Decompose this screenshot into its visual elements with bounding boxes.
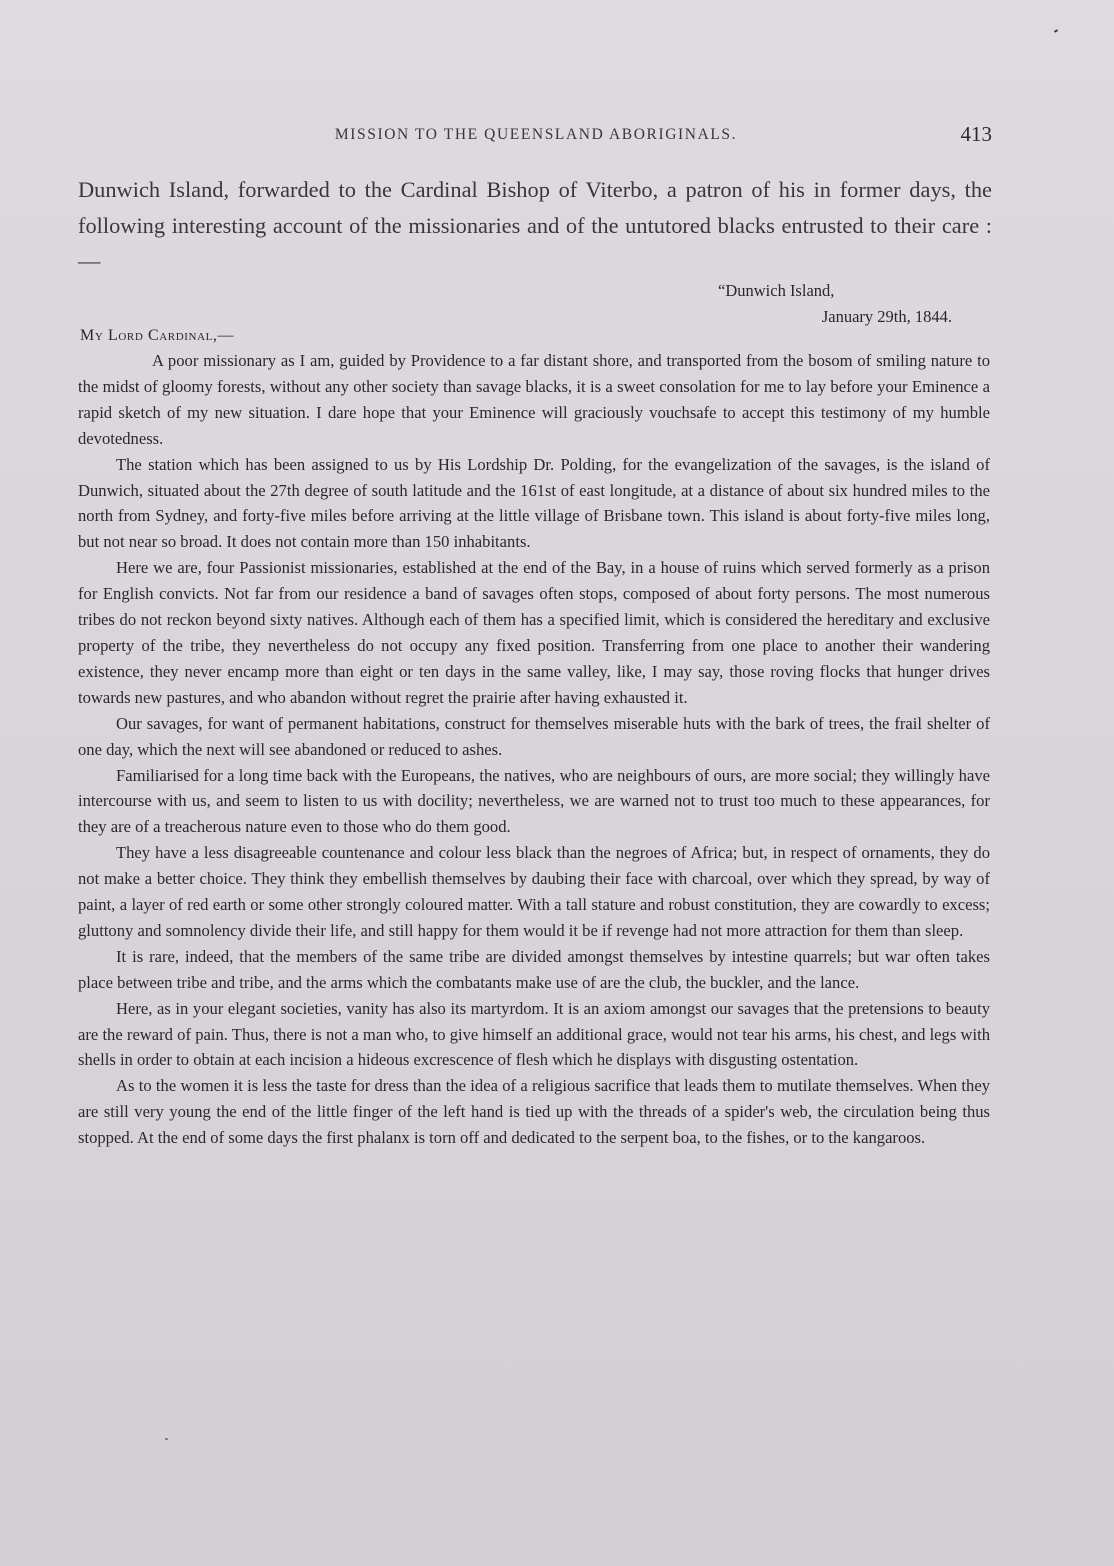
paragraph-4: Our savages, for want of permanent habitations, construct for themselves miserable huts with the bark of trees, the frail shelter of one day, which the next will see abandoned or reduced to ashes. [78,713,990,759]
paragraph-2: The station which has been assigned to us by His Lordship Dr. Polding, for the evangelization of the savages, is the island of Dunwich, situated about the 27th degree of south latitude and the 161st of east longitude, at a distance of about six hundred miles to the north from Sydney, and forty-five miles before arriving at the little village of Brisbane town. This island is about forty-five miles long, but not near so broad. It does not contain more than 150 inhabitants. [78,454,990,552]
paragraph-6: They have a less disagreeable countenance and colour less black than the negroes of Africa; but, in respect of ornaments, they do not make a better choice. They think they embellish themselves by daubing their face with charcoal, over which they spread, by way of paint, a layer of red earth or some other strongly coloured matter. With a tall stature and robust constitution, they are cowardly to excess; gluttony and somnolency divide their life, and still happy for them would it be if revenge had not more attraction for them than sleep. [78,843,990,940]
paragraph-3: Here we are, four Passionist missionaries, established at the end of the Bay, in a house of ruins which served formerly as a prison for English convicts. Not far from our residence a band of savages often stops, composed of about forty persons. The most numerous tribes do not reckon beyond sixty natives. Although each of them has a specified limit, which is considered the hereditary and exclusive property of the tribe, they nevertheless do not occupy any fixed position. Transferring from one place to another their wandering existence, they never encamp more than eight or ten days in the same valley, like, I may say, those roving flocks that hunger drives towards new pastures, and who abandon without regret the prairie after having exhausted it. [78,558,990,707]
paper-speck [165,1438,168,1440]
paragraph-9: As to the women it is less the taste for dress than the idea of a religious sacrifice that leads them to mutilate themselves. When they are still very young the end of the little finger of the left hand is tied up with the threads of a spider's web, the circulation being thus stopped. At the end of some days the first phalanx is torn off and dedicated to the serpent boa, to the fishes, or to the kangaroos. [78,1076,990,1148]
running-title: MISSION TO THE QUEENSLAND ABORIGINALS. [334,126,738,143]
running-head [80,122,992,150]
paragraph-7: It is rare, indeed, that the members of the same tribe are divided amongst themselves by intestine quarrels; but war often takes place between tribe and tribe, and the arms which the combatants make use of are the club, the buckler, and the lance. [78,946,990,992]
paper-speck [1054,29,1058,33]
letter-salutation: My Lord Cardinal,— [80,327,235,344]
page-number: 413 [960,122,992,146]
letter-body [78,348,990,1151]
letter-dateline [600,278,952,330]
letter-date: January 29th, 1844. [821,307,952,326]
paragraph-5: Familiarised for a long time back with the Europeans, the natives, who are neighbours of ours, are more social; they willingly have intercourse with us, and seem to listen to us with docility; nevertheless, we are warned not to trust too much to these appearances, for they are of a treacherous nature even to those who do them good. [78,765,990,837]
paragraph-1: A poor missionary as I am, guided by Providence to a far distant shore, and transported from the bosom of smiling nature to the midst of gloomy forests, without any other society than savage blacks, it is a sweet consolation for me to lay before your Eminence a rapid sketch of my new situation. I dare hope that your Eminence will graciously vouchsafe to accept this testimony of my humble devotedness. [78,351,990,448]
intro-paragraph: Dunwich Island, forwarded to the Cardinal Bishop of Viterbo, a patron of his in former days, the following interesting account of the missionaries and of the untutored blacks entrusted to their care :— [78,177,992,273]
paragraph-8: Here, as in your elegant societies, vanity has also its martyrdom. It is an axiom amongst our savages that the pretensions to beauty are the reward of pain. Thus, there is not a man who, to give himself an additional grace, would not tear his arms, his chest, and legs with shells in order to obtain at each incision a hideous excrescence of flesh which he displays with disgusting ostentation. [78,998,990,1070]
letter-place: “Dunwich Island, [718,281,835,300]
